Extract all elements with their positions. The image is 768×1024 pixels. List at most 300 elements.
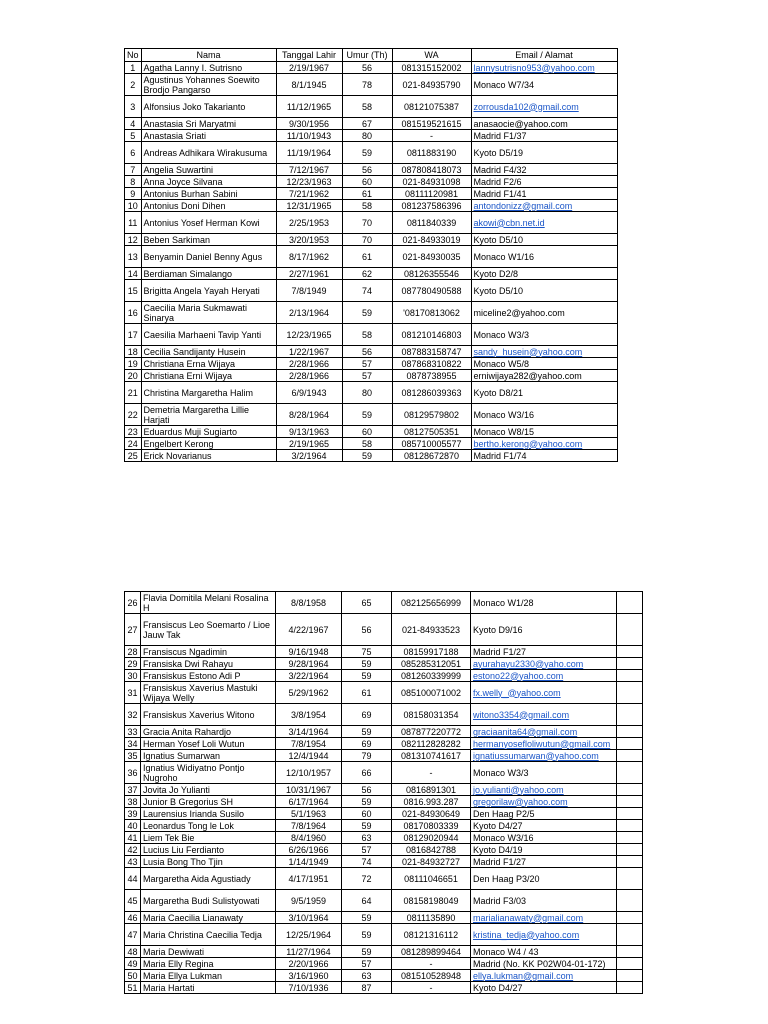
row-email-address[interactable]: marialianawaty@gmail.com: [471, 912, 617, 924]
row-email-address: Kyoto D4/27: [471, 820, 617, 832]
row-age: 60: [342, 808, 392, 820]
row-email-address[interactable]: lannysutrisno953@yahoo.com: [471, 62, 617, 74]
row-number: 37: [125, 784, 141, 796]
row-email-address[interactable]: kristina_tedja@yahoo.com: [471, 924, 617, 946]
row-whatsapp: 08159917188: [392, 646, 471, 658]
row-age: 56: [342, 346, 392, 358]
table-row: [125, 646, 643, 658]
row-email-address: Monaco W7/34: [471, 74, 617, 96]
row-birth-date: 7/8/1964: [276, 820, 342, 832]
row-whatsapp: 08170803339: [392, 820, 471, 832]
row-number: 22: [125, 404, 142, 426]
row-age: 61: [342, 682, 392, 704]
row-birth-date: 4/17/1951: [276, 868, 342, 890]
row-whatsapp: 08126355546: [392, 268, 471, 280]
row-whatsapp: 085285312051: [392, 658, 471, 670]
row-name: Maria Hartati: [141, 982, 276, 994]
row-birth-date: 3/20/1953: [276, 234, 342, 246]
row-name: Margaretha Aida Agustiady: [141, 868, 276, 890]
row-whatsapp: 081315152002: [392, 62, 471, 74]
table-row: [125, 346, 618, 358]
row-whatsapp: 0816842788: [392, 844, 471, 856]
row-age: 59: [342, 796, 392, 808]
row-age: 74: [342, 280, 392, 302]
row-whatsapp: 081510528948: [392, 970, 471, 982]
empty-cell: [617, 762, 643, 784]
table-row: [125, 118, 618, 130]
row-age: 64: [342, 890, 392, 912]
row-age: 56: [342, 784, 392, 796]
row-name: Agustinus Yohannes Soewito Brodjo Pangarso: [141, 74, 276, 96]
row-email-address[interactable]: ayurahayu2330@yaho.com: [471, 658, 617, 670]
empty-cell: [617, 670, 643, 682]
row-number: 13: [125, 246, 142, 268]
row-birth-date: 9/5/1959: [276, 890, 342, 912]
row-age: 87: [342, 982, 392, 994]
row-email-address: Den Haag P3/20: [471, 868, 617, 890]
row-age: 65: [342, 592, 392, 614]
row-birth-date: 7/8/1954: [276, 738, 342, 750]
row-name: Fransiskus Estono Adi P: [141, 670, 276, 682]
row-name: Maria Dewiwati: [141, 946, 276, 958]
row-number: 9: [125, 188, 142, 200]
table-header-row: [125, 49, 618, 62]
row-number: 20: [125, 370, 142, 382]
row-birth-date: 3/10/1964: [276, 912, 342, 924]
row-age: 57: [342, 370, 392, 382]
row-name: Herman Yosef Loli Wutun: [141, 738, 276, 750]
table-row: [125, 750, 643, 762]
row-number: 31: [125, 682, 141, 704]
row-email-address: Madrid F1/27: [471, 856, 617, 868]
row-birth-date: 7/21/1962: [276, 188, 342, 200]
row-birth-date: 8/17/1962: [276, 246, 342, 268]
row-number: 27: [125, 614, 141, 646]
row-number: 7: [125, 164, 142, 176]
table-row: [125, 856, 643, 868]
row-email-address: Monaco W3/16: [471, 832, 617, 844]
row-name: Antonius Yosef Herman Kowi: [141, 212, 276, 234]
row-whatsapp: 0816891301: [392, 784, 471, 796]
table-row: [125, 924, 643, 946]
row-whatsapp: 08111120981: [392, 188, 471, 200]
row-age: 59: [342, 302, 392, 324]
row-number: 41: [125, 832, 141, 844]
row-name: Fransiscus Leo Soemarto / Lioe Jauw Tak: [141, 614, 276, 646]
row-name: Maria Caecilia Lianawaty: [141, 912, 276, 924]
row-whatsapp: 021-84933019: [392, 234, 471, 246]
row-name: Cecilia Sandijanty Husein: [141, 346, 276, 358]
empty-cell: [617, 970, 643, 982]
row-birth-date: 11/10/1943: [276, 130, 342, 142]
header-umur: Umur (Th): [342, 49, 392, 62]
row-whatsapp: 08128672870: [392, 450, 471, 462]
row-whatsapp: 021-84931098: [392, 176, 471, 188]
row-name: Lucius Liu Ferdianto: [141, 844, 276, 856]
row-birth-date: 10/31/1967: [276, 784, 342, 796]
empty-cell: [617, 682, 643, 704]
row-age: 59: [342, 820, 392, 832]
row-email-address: Madrid F1/74: [471, 450, 617, 462]
row-email-address: Monaco W3/3: [471, 762, 617, 784]
row-age: 80: [342, 130, 392, 142]
row-whatsapp: 021-84930649: [392, 808, 471, 820]
row-birth-date: 8/4/1960: [276, 832, 342, 844]
row-whatsapp: 021-84933523: [392, 614, 471, 646]
row-whatsapp: -: [392, 130, 471, 142]
row-number: 11: [125, 212, 142, 234]
row-email-address: miceline2@yahoo.com: [471, 302, 617, 324]
row-birth-date: 12/4/1944: [276, 750, 342, 762]
row-age: 72: [342, 868, 392, 890]
row-number: 8: [125, 176, 142, 188]
empty-cell: [617, 982, 643, 994]
row-age: 58: [342, 96, 392, 118]
row-name: Caesilia Marhaeni Tavip Yanti: [141, 324, 276, 346]
row-name: Liem Tek Bie: [141, 832, 276, 844]
row-age: 59: [342, 726, 392, 738]
row-email-address[interactable]: zorrousda102@gmail.com: [471, 96, 617, 118]
row-birth-date: 12/10/1957: [276, 762, 342, 784]
row-birth-date: 3/2/1964: [276, 450, 342, 462]
row-name: Demetria Margaretha Lillie Harjati: [141, 404, 276, 426]
empty-cell: [617, 726, 643, 738]
empty-cell: [617, 796, 643, 808]
row-name: Maria Ellya Lukman: [141, 970, 276, 982]
row-email-address[interactable]: graciaanita64@gmail.com: [471, 726, 617, 738]
table-row: [125, 370, 618, 382]
row-age: 57: [342, 358, 392, 370]
row-birth-date: 6/9/1943: [276, 382, 342, 404]
row-number: 39: [125, 808, 141, 820]
empty-cell: [617, 808, 643, 820]
row-number: 42: [125, 844, 141, 856]
row-name: Ignatius Sumarwan: [141, 750, 276, 762]
row-birth-date: 12/23/1965: [276, 324, 342, 346]
row-email-address: Monaco W3/3: [471, 324, 617, 346]
row-name: Andreas Adhikara Wirakusuma: [141, 142, 276, 164]
table-row: [125, 784, 643, 796]
row-birth-date: 9/30/1956: [276, 118, 342, 130]
row-name: Leonardus Tong le Lok: [141, 820, 276, 832]
row-age: 60: [342, 176, 392, 188]
row-email-address[interactable]: gregorilaw@yahoo.com: [471, 796, 617, 808]
row-email-address[interactable]: antondonizz@gmail.com: [471, 200, 617, 212]
row-name: Anastasia Sriati: [141, 130, 276, 142]
row-name: Christina Margaretha Halim: [141, 382, 276, 404]
row-whatsapp: 087868310822: [392, 358, 471, 370]
table-row: [125, 832, 643, 844]
table-row: [125, 280, 618, 302]
row-age: 56: [342, 62, 392, 74]
row-email-address[interactable]: ignatiussumarwan@yahoo.com: [471, 750, 617, 762]
empty-cell: [617, 646, 643, 658]
row-whatsapp: 08158031354: [392, 704, 471, 726]
row-birth-date: 5/1/1963: [276, 808, 342, 820]
row-email-address[interactable]: estono22@yahoo.com: [471, 670, 617, 682]
header-wa: WA: [392, 49, 471, 62]
row-name: Ignatius Widiyatno Pontjo Nugroho: [141, 762, 276, 784]
empty-cell: [617, 820, 643, 832]
row-name: Junior B Gregorius SH: [141, 796, 276, 808]
row-name: Jovita Jo Yulianti: [141, 784, 276, 796]
empty-cell: [617, 844, 643, 856]
row-number: 47: [125, 924, 141, 946]
row-name: Eduardus Muji Sugiarto: [141, 426, 276, 438]
table-row: [125, 200, 618, 212]
row-whatsapp: 021-84935790: [392, 74, 471, 96]
table-row: [125, 614, 643, 646]
table-row: [125, 130, 618, 142]
row-birth-date: 6/26/1966: [276, 844, 342, 856]
row-email-address: Kyoto D5/10: [471, 280, 617, 302]
row-age: 58: [342, 200, 392, 212]
row-name: Antonius Burhan Sabini: [141, 188, 276, 200]
row-age: 56: [342, 164, 392, 176]
row-birth-date: 7/12/1967: [276, 164, 342, 176]
row-number: 18: [125, 346, 142, 358]
table-row: [125, 96, 618, 118]
row-age: 61: [342, 246, 392, 268]
row-age: 79: [342, 750, 392, 762]
table-row: [125, 212, 618, 234]
row-email-address[interactable]: ellya.lukman@gmail.com: [471, 970, 617, 982]
row-email-address: erniwijaya282@yahoo.com: [471, 370, 617, 382]
row-age: 67: [342, 118, 392, 130]
row-number: 15: [125, 280, 142, 302]
row-birth-date: 2/20/1966: [276, 958, 342, 970]
empty-cell: [617, 750, 643, 762]
row-email-address: Madrid F3/03: [471, 890, 617, 912]
row-name: Benyamin Daniel Benny Agus: [141, 246, 276, 268]
row-email-address[interactable]: akowi@cbn.net.id: [471, 212, 617, 234]
row-birth-date: 3/8/1954: [276, 704, 342, 726]
row-name: Flavia Domitila Melani Rosalina H: [141, 592, 276, 614]
row-name: Antonius Doni Dihen: [141, 200, 276, 212]
row-number: 36: [125, 762, 141, 784]
table-2-body: [125, 592, 643, 994]
table-row: [125, 74, 618, 96]
row-birth-date: 1/14/1949: [276, 856, 342, 868]
table-row: [125, 426, 618, 438]
table-row: [125, 358, 618, 370]
table-row: [125, 164, 618, 176]
row-age: 59: [342, 924, 392, 946]
row-number: 30: [125, 670, 141, 682]
table-row: [125, 796, 643, 808]
row-whatsapp: 082125656999: [392, 592, 471, 614]
row-birth-date: 7/8/1949: [276, 280, 342, 302]
row-whatsapp: 08129579802: [392, 404, 471, 426]
row-whatsapp: 087780490588: [392, 280, 471, 302]
empty-cell: [617, 890, 643, 912]
table-row: [125, 592, 643, 614]
row-age: 80: [342, 382, 392, 404]
row-email-address: Madrid F1/37: [471, 130, 617, 142]
empty-cell: [617, 856, 643, 868]
member-table-2: [124, 591, 643, 994]
row-birth-date: 3/16/1960: [276, 970, 342, 982]
row-name: Laurensius Irianda Susilo: [141, 808, 276, 820]
table-row: [125, 868, 643, 890]
row-whatsapp: -: [392, 762, 471, 784]
row-email-address: Kyoto D4/19: [471, 844, 617, 856]
row-email-address: Madrid F2/6: [471, 176, 617, 188]
row-whatsapp: 087808418073: [392, 164, 471, 176]
table-row: [125, 844, 643, 856]
row-whatsapp: 081310741617: [392, 750, 471, 762]
row-number: 34: [125, 738, 141, 750]
row-age: 59: [342, 912, 392, 924]
row-whatsapp: 0816.993.287: [392, 796, 471, 808]
row-email-address[interactable]: fx.welly_@yahoo.com: [471, 682, 617, 704]
table-row: [125, 188, 618, 200]
row-name: Christiana Erna Wijaya: [141, 358, 276, 370]
row-email-address: Madrid F1/41: [471, 188, 617, 200]
row-email-address[interactable]: sandy_husein@yahoo.com: [471, 346, 617, 358]
row-age: 59: [342, 404, 392, 426]
table-row: [125, 738, 643, 750]
table-row: [125, 438, 618, 450]
row-whatsapp: 08158198049: [392, 890, 471, 912]
row-email-address: anasaocie@yahoo.com: [471, 118, 617, 130]
row-email-address: Monaco W1/28: [471, 592, 617, 614]
row-name: Agatha Lanny I. Sutrisno: [141, 62, 276, 74]
row-age: 62: [342, 268, 392, 280]
empty-cell: [617, 784, 643, 796]
row-age: 60: [342, 426, 392, 438]
table-row: [125, 982, 643, 994]
empty-cell: [617, 924, 643, 946]
table-row: [125, 670, 643, 682]
table-row: [125, 302, 618, 324]
row-email-address[interactable]: witono3354@gmail.com: [471, 704, 617, 726]
row-birth-date: 8/8/1958: [276, 592, 342, 614]
row-age: 70: [342, 212, 392, 234]
table-row: [125, 176, 618, 188]
row-number: 50: [125, 970, 141, 982]
row-age: 75: [342, 646, 392, 658]
row-email-address: Monaco W4 / 43: [471, 946, 617, 958]
row-birth-date: 12/25/1964: [276, 924, 342, 946]
row-name: Maria Elly Regina: [141, 958, 276, 970]
row-number: 51: [125, 982, 141, 994]
row-number: 2: [125, 74, 142, 96]
row-number: 29: [125, 658, 141, 670]
row-birth-date: 2/13/1964: [276, 302, 342, 324]
row-number: 35: [125, 750, 141, 762]
row-number: 16: [125, 302, 142, 324]
row-whatsapp: 021-84930035: [392, 246, 471, 268]
row-age: 57: [342, 844, 392, 856]
row-birth-date: 8/28/1964: [276, 404, 342, 426]
row-birth-date: 2/19/1967: [276, 62, 342, 74]
row-birth-date: 11/27/1964: [276, 946, 342, 958]
table-row: [125, 62, 618, 74]
row-email-address: Kyoto D2/8: [471, 268, 617, 280]
table-row: [125, 324, 618, 346]
row-name: Fransiskus Xaverius Witono: [141, 704, 276, 726]
row-name: Berdiaman Simalango: [141, 268, 276, 280]
row-email-address: Madrid (No. KK P02W04-01-172): [471, 958, 617, 970]
row-email-address: Kyoto D5/10: [471, 234, 617, 246]
row-number: 10: [125, 200, 142, 212]
table-row: [125, 820, 643, 832]
row-age: 70: [342, 234, 392, 246]
row-email-address[interactable]: bertho.kerong@yahoo.com: [471, 438, 617, 450]
row-number: 24: [125, 438, 142, 450]
row-whatsapp: 085710005577: [392, 438, 471, 450]
row-number: 3: [125, 96, 142, 118]
row-birth-date: 9/28/1964: [276, 658, 342, 670]
row-birth-date: 3/22/1964: [276, 670, 342, 682]
row-email-address[interactable]: jo.yulianti@yahoo.com: [471, 784, 617, 796]
row-email-address[interactable]: hermanyosefloliwutun@gmail.com: [471, 738, 617, 750]
empty-cell: [617, 832, 643, 844]
row-whatsapp: 087877220772: [392, 726, 471, 738]
row-birth-date: 3/14/1964: [276, 726, 342, 738]
table-row: [125, 970, 643, 982]
empty-cell: [617, 912, 643, 924]
empty-cell: [617, 592, 643, 614]
row-number: 17: [125, 324, 142, 346]
row-birth-date: 2/28/1966: [276, 370, 342, 382]
row-birth-date: 2/19/1965: [276, 438, 342, 450]
row-birth-date: 12/23/1963: [276, 176, 342, 188]
table-row: [125, 912, 643, 924]
row-email-address: Kyoto D4/27: [471, 982, 617, 994]
row-whatsapp: 08129020944: [392, 832, 471, 844]
header-tanggal-lahir: Tanggal Lahir: [276, 49, 342, 62]
table-row: [125, 704, 643, 726]
empty-cell: [617, 704, 643, 726]
row-age: 59: [342, 946, 392, 958]
empty-cell: [617, 658, 643, 670]
row-whatsapp: 081260339999: [392, 670, 471, 682]
row-whatsapp: 08111046651: [392, 868, 471, 890]
row-number: 4: [125, 118, 142, 130]
row-name: Fransiscus Ngadimin: [141, 646, 276, 658]
row-number: 21: [125, 382, 142, 404]
row-age: 58: [342, 324, 392, 346]
row-birth-date: 9/13/1963: [276, 426, 342, 438]
row-number: 25: [125, 450, 142, 462]
row-name: Angelia Suwartini: [141, 164, 276, 176]
empty-cell: [617, 958, 643, 970]
table-row: [125, 404, 618, 426]
row-birth-date: 12/31/1965: [276, 200, 342, 212]
row-whatsapp: -: [392, 982, 471, 994]
row-whatsapp: 0811840339: [392, 212, 471, 234]
row-age: 78: [342, 74, 392, 96]
header-no: No: [125, 49, 142, 62]
table-row: [125, 762, 643, 784]
row-birth-date: 9/16/1948: [276, 646, 342, 658]
row-birth-date: 2/28/1966: [276, 358, 342, 370]
row-age: 63: [342, 970, 392, 982]
row-name: Maria Christina Caecilia Tedja: [141, 924, 276, 946]
row-name: Margaretha Budi Sulistyowati: [141, 890, 276, 912]
empty-cell: [617, 868, 643, 890]
table-row: [125, 382, 618, 404]
row-birth-date: 5/29/1962: [276, 682, 342, 704]
row-number: 44: [125, 868, 141, 890]
row-number: 45: [125, 890, 141, 912]
table-row: [125, 946, 643, 958]
row-email-address: Monaco W3/16: [471, 404, 617, 426]
row-number: 19: [125, 358, 142, 370]
row-birth-date: 6/17/1964: [276, 796, 342, 808]
